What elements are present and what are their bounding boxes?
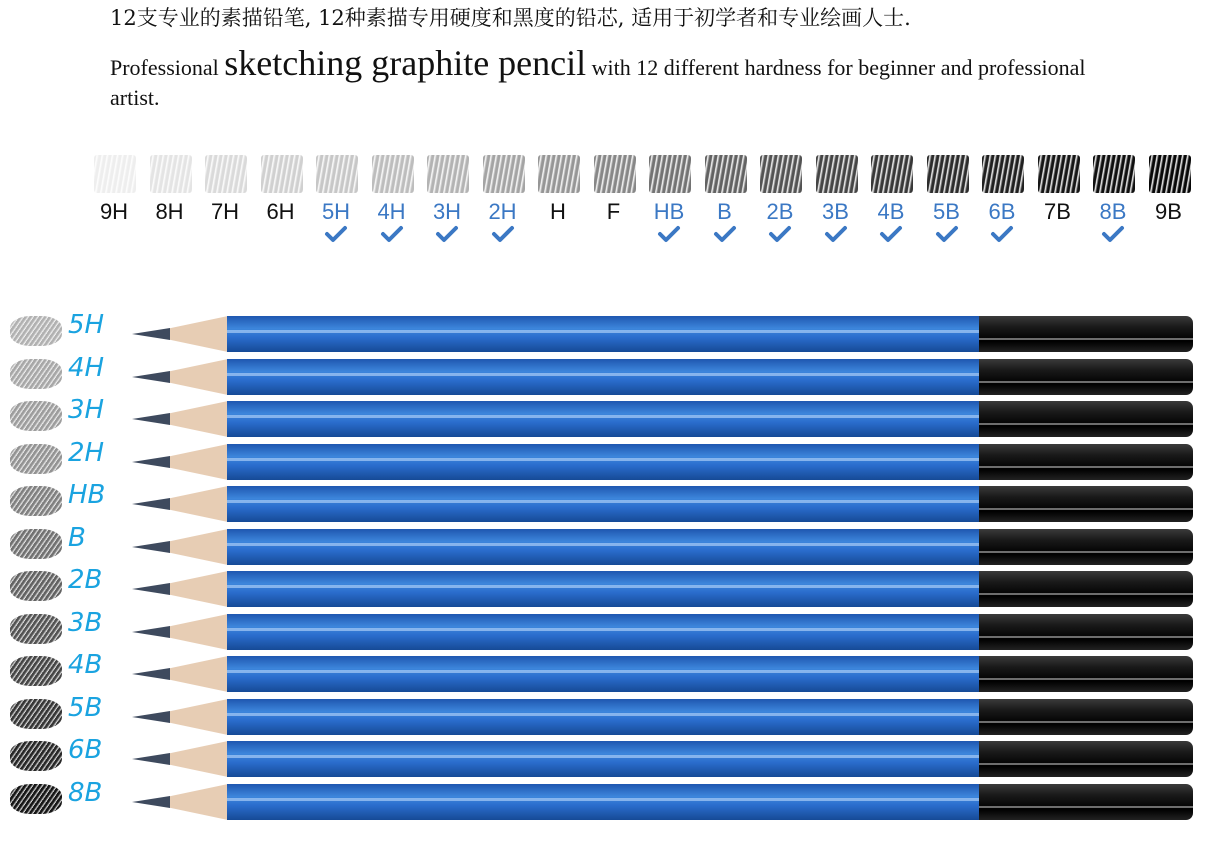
graphite-swatch — [594, 155, 636, 193]
pencil-row — [0, 352, 1211, 397]
english-description — [110, 43, 1110, 113]
pencil-side-label: 4B — [68, 650, 103, 680]
pencil-cap — [979, 784, 1193, 820]
pencil-side-label: 2H — [68, 437, 105, 468]
graphite-swatch — [982, 155, 1024, 193]
barrel-highlight — [227, 755, 979, 758]
barrel-highlight — [227, 585, 979, 588]
graphite-swatch — [760, 155, 802, 193]
pencil-barrel — [227, 741, 979, 777]
english-suffix: with 12 different hardness for beginner and professional artist. — [110, 55, 1086, 110]
grade-label: 7H — [210, 199, 240, 224]
checkmark-icon — [824, 225, 848, 243]
grade-label: 9H — [99, 199, 129, 224]
graphite-smudge — [10, 699, 62, 729]
barrel-highlight — [227, 628, 979, 631]
pencil-cap — [979, 571, 1193, 607]
cap-highlight — [979, 763, 1193, 765]
graphite-smudge — [10, 784, 62, 814]
graphite-swatch — [150, 155, 192, 193]
pencil-barrel — [227, 359, 979, 395]
grade-cell — [1089, 155, 1137, 250]
graphite-smudge — [10, 486, 62, 516]
pencil — [130, 359, 1200, 395]
barrel-highlight — [227, 415, 979, 418]
graphite-swatch — [538, 155, 580, 193]
english-prefix: Professional — [110, 55, 225, 80]
pencil-cap — [979, 401, 1193, 437]
barrel-highlight — [227, 543, 979, 546]
pencil-side-label: 5H — [68, 310, 105, 340]
grade-label: 6H — [266, 199, 295, 224]
pencil-tip — [130, 444, 230, 480]
grade-label: F — [606, 199, 621, 224]
grade-label: 8B — [1099, 199, 1127, 224]
graphite-swatch — [871, 155, 913, 193]
graphite-swatch — [1149, 155, 1191, 193]
grade-label: 3H — [432, 199, 462, 224]
hardness-scale — [90, 155, 1200, 250]
pencil-barrel — [227, 784, 979, 820]
barrel-highlight — [227, 500, 979, 503]
grade-cell — [867, 155, 915, 250]
pencil-side-label: 4H — [68, 352, 105, 383]
checkmark-icon — [657, 225, 681, 243]
cap-highlight — [979, 636, 1193, 638]
pencil-tip — [130, 741, 230, 777]
grade-label: 2B — [766, 199, 794, 224]
pencil-side-label: HB — [68, 480, 106, 510]
grade-cell — [146, 155, 194, 250]
graphite-swatch — [1038, 155, 1080, 193]
pencil-barrel — [227, 656, 979, 692]
grade-cell — [479, 155, 527, 250]
pencil-cap — [979, 316, 1193, 352]
pencil-row — [0, 777, 1211, 822]
graphite-swatch — [705, 155, 747, 193]
pencil-row — [0, 567, 1211, 609]
graphite-smudge — [10, 529, 62, 559]
pencil-side-label: 5B — [68, 692, 103, 723]
checkmark-icon — [435, 225, 459, 243]
pencil-side-label: 3H — [68, 395, 105, 425]
cap-highlight — [979, 551, 1193, 553]
pencil — [130, 529, 1200, 565]
grade-cell — [812, 155, 860, 250]
graphite-smudge — [10, 401, 62, 431]
pencil-tip — [130, 571, 230, 607]
grade-cell — [923, 155, 971, 250]
pencil-tip — [130, 529, 230, 565]
grade-cell — [978, 155, 1026, 250]
grade-cell — [90, 155, 138, 250]
pencil-barrel — [227, 614, 979, 650]
barrel-highlight — [227, 373, 979, 376]
pencil-row — [0, 652, 1211, 694]
graphite-swatch — [205, 155, 247, 193]
checkmark-icon — [1101, 225, 1125, 243]
pencil-side-label: B — [68, 522, 86, 553]
pencil-barrel — [227, 316, 979, 352]
pencil-barrel — [227, 529, 979, 565]
english-highlight: sketching graphite pencil — [224, 43, 587, 83]
pencil-cap — [979, 656, 1193, 692]
graphite-smudge — [10, 316, 62, 346]
pencil-cap — [979, 359, 1193, 395]
pencil — [130, 571, 1200, 607]
pencil — [130, 741, 1200, 777]
pencil-cap — [979, 444, 1193, 480]
pencil-cap — [979, 529, 1193, 565]
chinese-description: 12支专业的素描铅笔, 12种素描专用硬度和黑度的铅芯, 适用于初学者和专业绘画人士. — [110, 6, 911, 30]
graphite-swatch — [372, 155, 414, 193]
grade-cell — [312, 155, 360, 250]
pencil-tip — [130, 784, 230, 820]
grade-label: 4H — [377, 199, 406, 224]
graphite-swatch — [927, 155, 969, 193]
graphite-smudge — [10, 444, 62, 474]
grade-cell — [701, 155, 749, 250]
pencil-row — [0, 312, 1211, 354]
checkmark-icon — [879, 225, 903, 243]
grade-cell — [534, 155, 582, 250]
barrel-highlight — [227, 458, 979, 461]
barrel-highlight — [227, 670, 979, 673]
graphite-swatch — [94, 155, 136, 193]
graphite-swatch — [649, 155, 691, 193]
grade-label: 8H — [155, 199, 184, 224]
pencil-row — [0, 522, 1211, 567]
cap-highlight — [979, 423, 1193, 425]
pencil-side-label: 3B — [68, 607, 103, 638]
pencil-tip — [130, 401, 230, 437]
grade-cell — [257, 155, 305, 250]
grade-label: 6B — [988, 199, 1016, 224]
graphite-swatch — [816, 155, 858, 193]
checkmark-icon — [990, 225, 1014, 243]
pencil — [130, 614, 1200, 650]
pencil — [130, 784, 1200, 820]
grade-label: 3B — [822, 199, 849, 224]
pencil-side-label: 8B — [68, 777, 103, 808]
grade-cell — [590, 155, 638, 250]
graphite-smudge — [10, 614, 62, 644]
checkmark-icon — [380, 225, 404, 243]
pencil — [130, 699, 1200, 735]
pencil-barrel — [227, 486, 979, 522]
checkmark-icon — [935, 225, 959, 243]
pencil-tip — [130, 316, 230, 352]
barrel-highlight — [227, 330, 979, 333]
pencil-side-label: 6B — [68, 735, 103, 765]
grade-label: 4B — [877, 199, 905, 224]
graphite-swatch — [261, 155, 303, 193]
pencil-cap — [979, 486, 1193, 522]
graphite-smudge — [10, 571, 62, 601]
cap-highlight — [979, 721, 1193, 723]
cap-highlight — [979, 593, 1193, 595]
pencil-row — [0, 437, 1211, 482]
grade-label: 9B — [1155, 199, 1182, 224]
pencil-barrel — [227, 401, 979, 437]
checkmark-icon — [491, 225, 515, 243]
pencil-cap — [979, 699, 1193, 735]
grade-label: 5H — [321, 199, 351, 224]
pencil-row — [0, 482, 1211, 524]
grade-cell — [368, 155, 416, 250]
pencil-cap — [979, 741, 1193, 777]
pencil-tip — [130, 699, 230, 735]
pencil-tip — [130, 486, 230, 522]
cap-highlight — [979, 466, 1193, 468]
grade-label: 2H — [488, 199, 517, 224]
pencil-row — [0, 737, 1211, 779]
grade-label: HB — [653, 199, 685, 224]
cap-highlight — [979, 338, 1193, 340]
pencil-side-label: 2B — [68, 565, 103, 595]
cap-highlight — [979, 508, 1193, 510]
grade-cell — [201, 155, 249, 250]
graphite-smudge — [10, 359, 62, 389]
grade-cell — [1145, 155, 1193, 250]
pencil-tip — [130, 614, 230, 650]
barrel-highlight — [227, 713, 979, 716]
barrel-highlight — [227, 798, 979, 801]
pencil — [130, 401, 1200, 437]
graphite-swatch — [316, 155, 358, 193]
cap-highlight — [979, 678, 1193, 680]
pencil-row — [0, 397, 1211, 439]
pencil-tip — [130, 359, 230, 395]
grade-label: H — [550, 199, 566, 224]
pencil-set — [0, 312, 1211, 848]
pencil-barrel — [227, 699, 979, 735]
pencil-cap — [979, 614, 1193, 650]
graphite-smudge — [10, 656, 62, 686]
pencil-tip — [130, 656, 230, 692]
pencil — [130, 656, 1200, 692]
checkmark-icon — [713, 225, 737, 243]
grade-label: 7B — [1044, 199, 1071, 224]
graphite-smudge — [10, 741, 62, 771]
graphite-swatch — [427, 155, 469, 193]
pencil-barrel — [227, 571, 979, 607]
grade-cell — [423, 155, 471, 250]
grade-cell — [1034, 155, 1082, 250]
grade-label: 5B — [933, 199, 960, 224]
pencil — [130, 316, 1200, 352]
checkmark-icon — [324, 225, 348, 243]
checkmark-icon — [768, 225, 792, 243]
grade-cell — [756, 155, 804, 250]
grade-cell — [645, 155, 693, 250]
cap-highlight — [979, 381, 1193, 383]
graphite-swatch — [1093, 155, 1135, 193]
pencil-barrel — [227, 444, 979, 480]
cap-highlight — [979, 806, 1193, 808]
pencil-row — [0, 607, 1211, 652]
pencil — [130, 444, 1200, 480]
pencil — [130, 486, 1200, 522]
graphite-swatch — [483, 155, 525, 193]
pencil-row — [0, 692, 1211, 737]
grade-label: B — [717, 199, 732, 224]
